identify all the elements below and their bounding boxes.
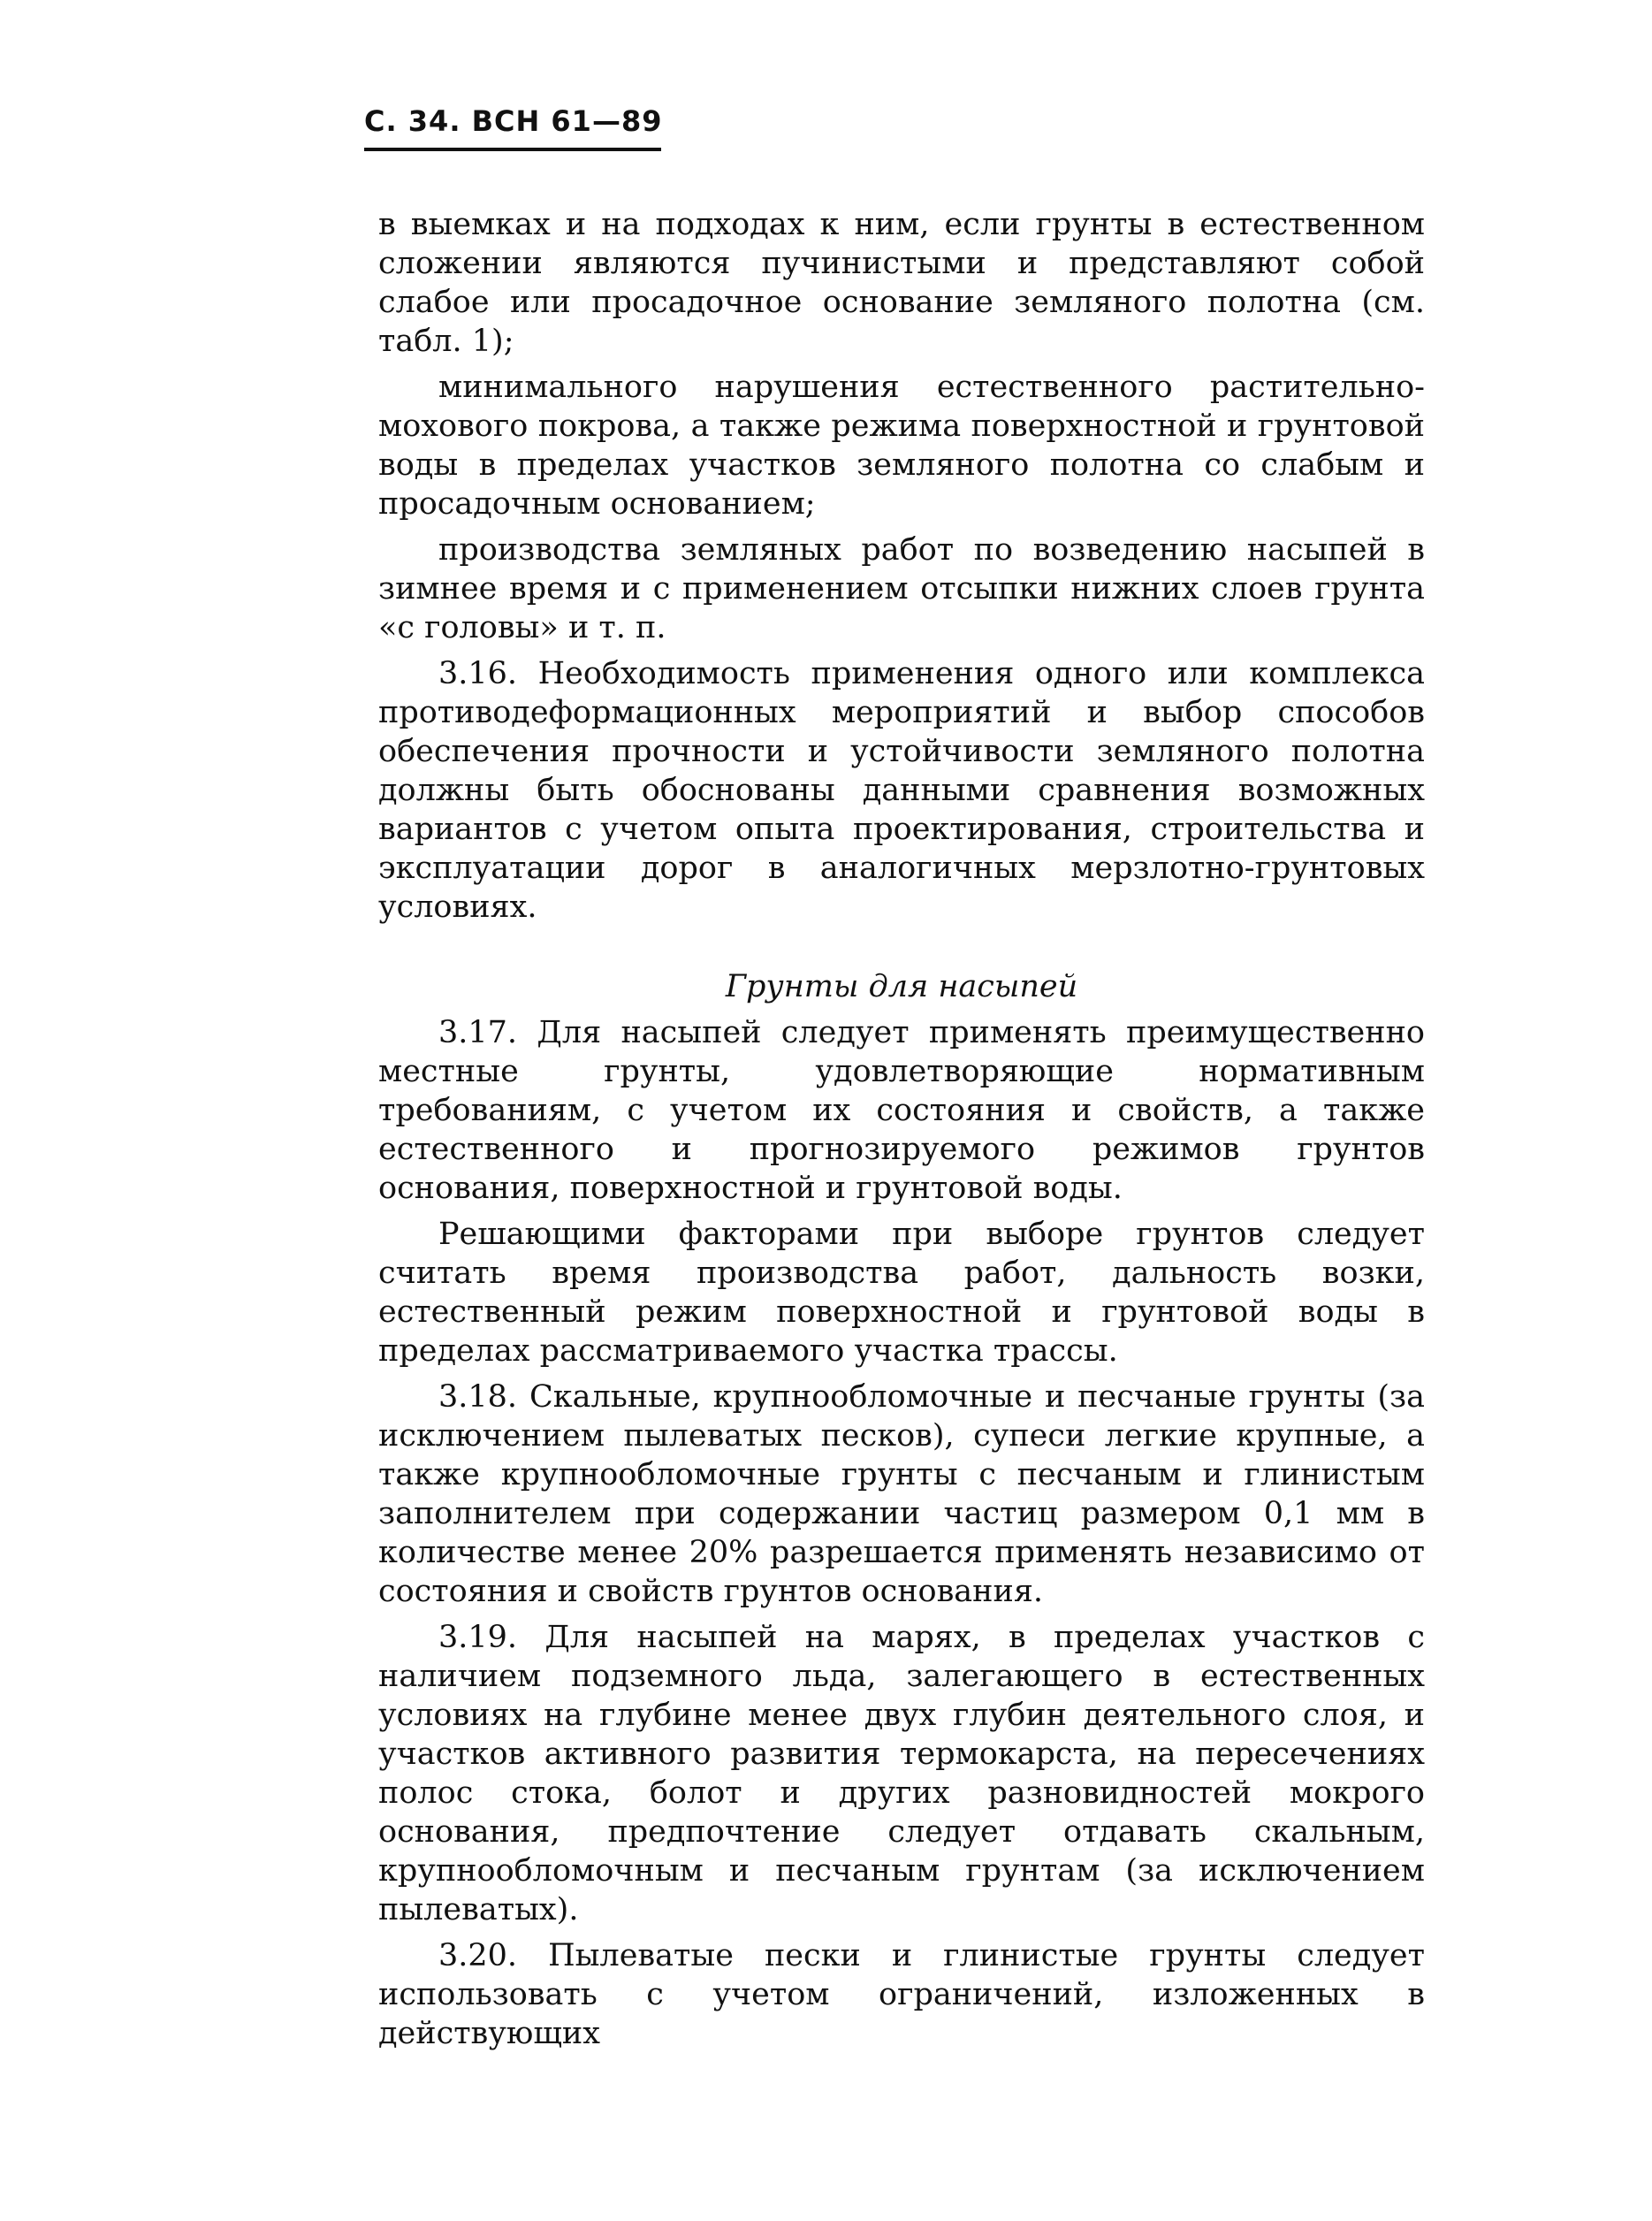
paragraph: 3.17. Для насыпей следует применять преимущественно местные грунты, удовлетворяющие нормативным требованиям, с учетом их состояния и свойств, а также естественного и прогнозируемого режимов грунтов основания, поверхностной и грунтовой воды. (378, 1015, 1425, 1206)
paragraph: 3.19. Для насыпей на марях, в пределах участков с наличием подземного льда, залегающего в естественных условиях на глубине менее двух глубин деятельного слоя, и участков активного развития термокарста, на пересечениях полос стока, болот и других разновидностей мокрого основания, предпочтение следует отдавать скальным, крупнообломочным и песчаным грунтам (за исключением пылеватых). (378, 1620, 1425, 1927)
body-text (378, 205, 1425, 2060)
paragraph: 3.18. Скальные, крупнообломочные и песчаные грунты (за исключением пылеватых песков), супеси легкие крупные, а также крупнообломочные грунты с песчаным и глинистым заполнителем при содержании частиц размером 0,1 мм в количестве менее 20% разрешается применять независимо от состояния и свойств грунтов основания. (378, 1379, 1425, 1609)
paragraph: минимального нарушения естественного растительно-мохового покрова, а также режима поверхностной и грунтовой воды в пределах участков земляного полотна со слабым и просадочным основанием; (378, 370, 1425, 522)
section-title: Грунты для насыпей (725, 969, 1078, 1004)
paragraph: 3.20. Пылеватые пески и глинистые грунты следует использовать с учетом ограничений, изложенных в действующих (378, 1938, 1425, 2051)
running-head: С. 34. ВСН 61—89 (364, 104, 663, 138)
paragraph: 3.16. Необходимость применения одного или комплекса противодеформационных мероприятий и выбор способов обеспечения прочности и устойчивости земляного полотна должны быть обоснованы данными сравнения возможных вариантов с учетом опыта проектирования, строительства и эксплуатации дорог в аналогичных мерзлотно-грунтовых условиях. (378, 656, 1425, 925)
paragraph: Решающими факторами при выборе грунтов следует считать время производства работ, дальность возки, естественный режим поверхностной и грунтовой воды в пределах рассматриваемого участка трассы. (378, 1217, 1425, 1369)
paragraph: в выемках и на подходах к ним, если грунты в естественном сложении являются пучинистыми и представляют собой слабое или просадочное основание земляного полотна (см. табл. 1); (378, 207, 1425, 359)
paragraph: производства земляных работ по возведению насыпей в зимнее время и с применением отсыпки нижних слоев грунта «с головы» и т. п. (378, 532, 1425, 645)
header-rule (364, 148, 661, 151)
